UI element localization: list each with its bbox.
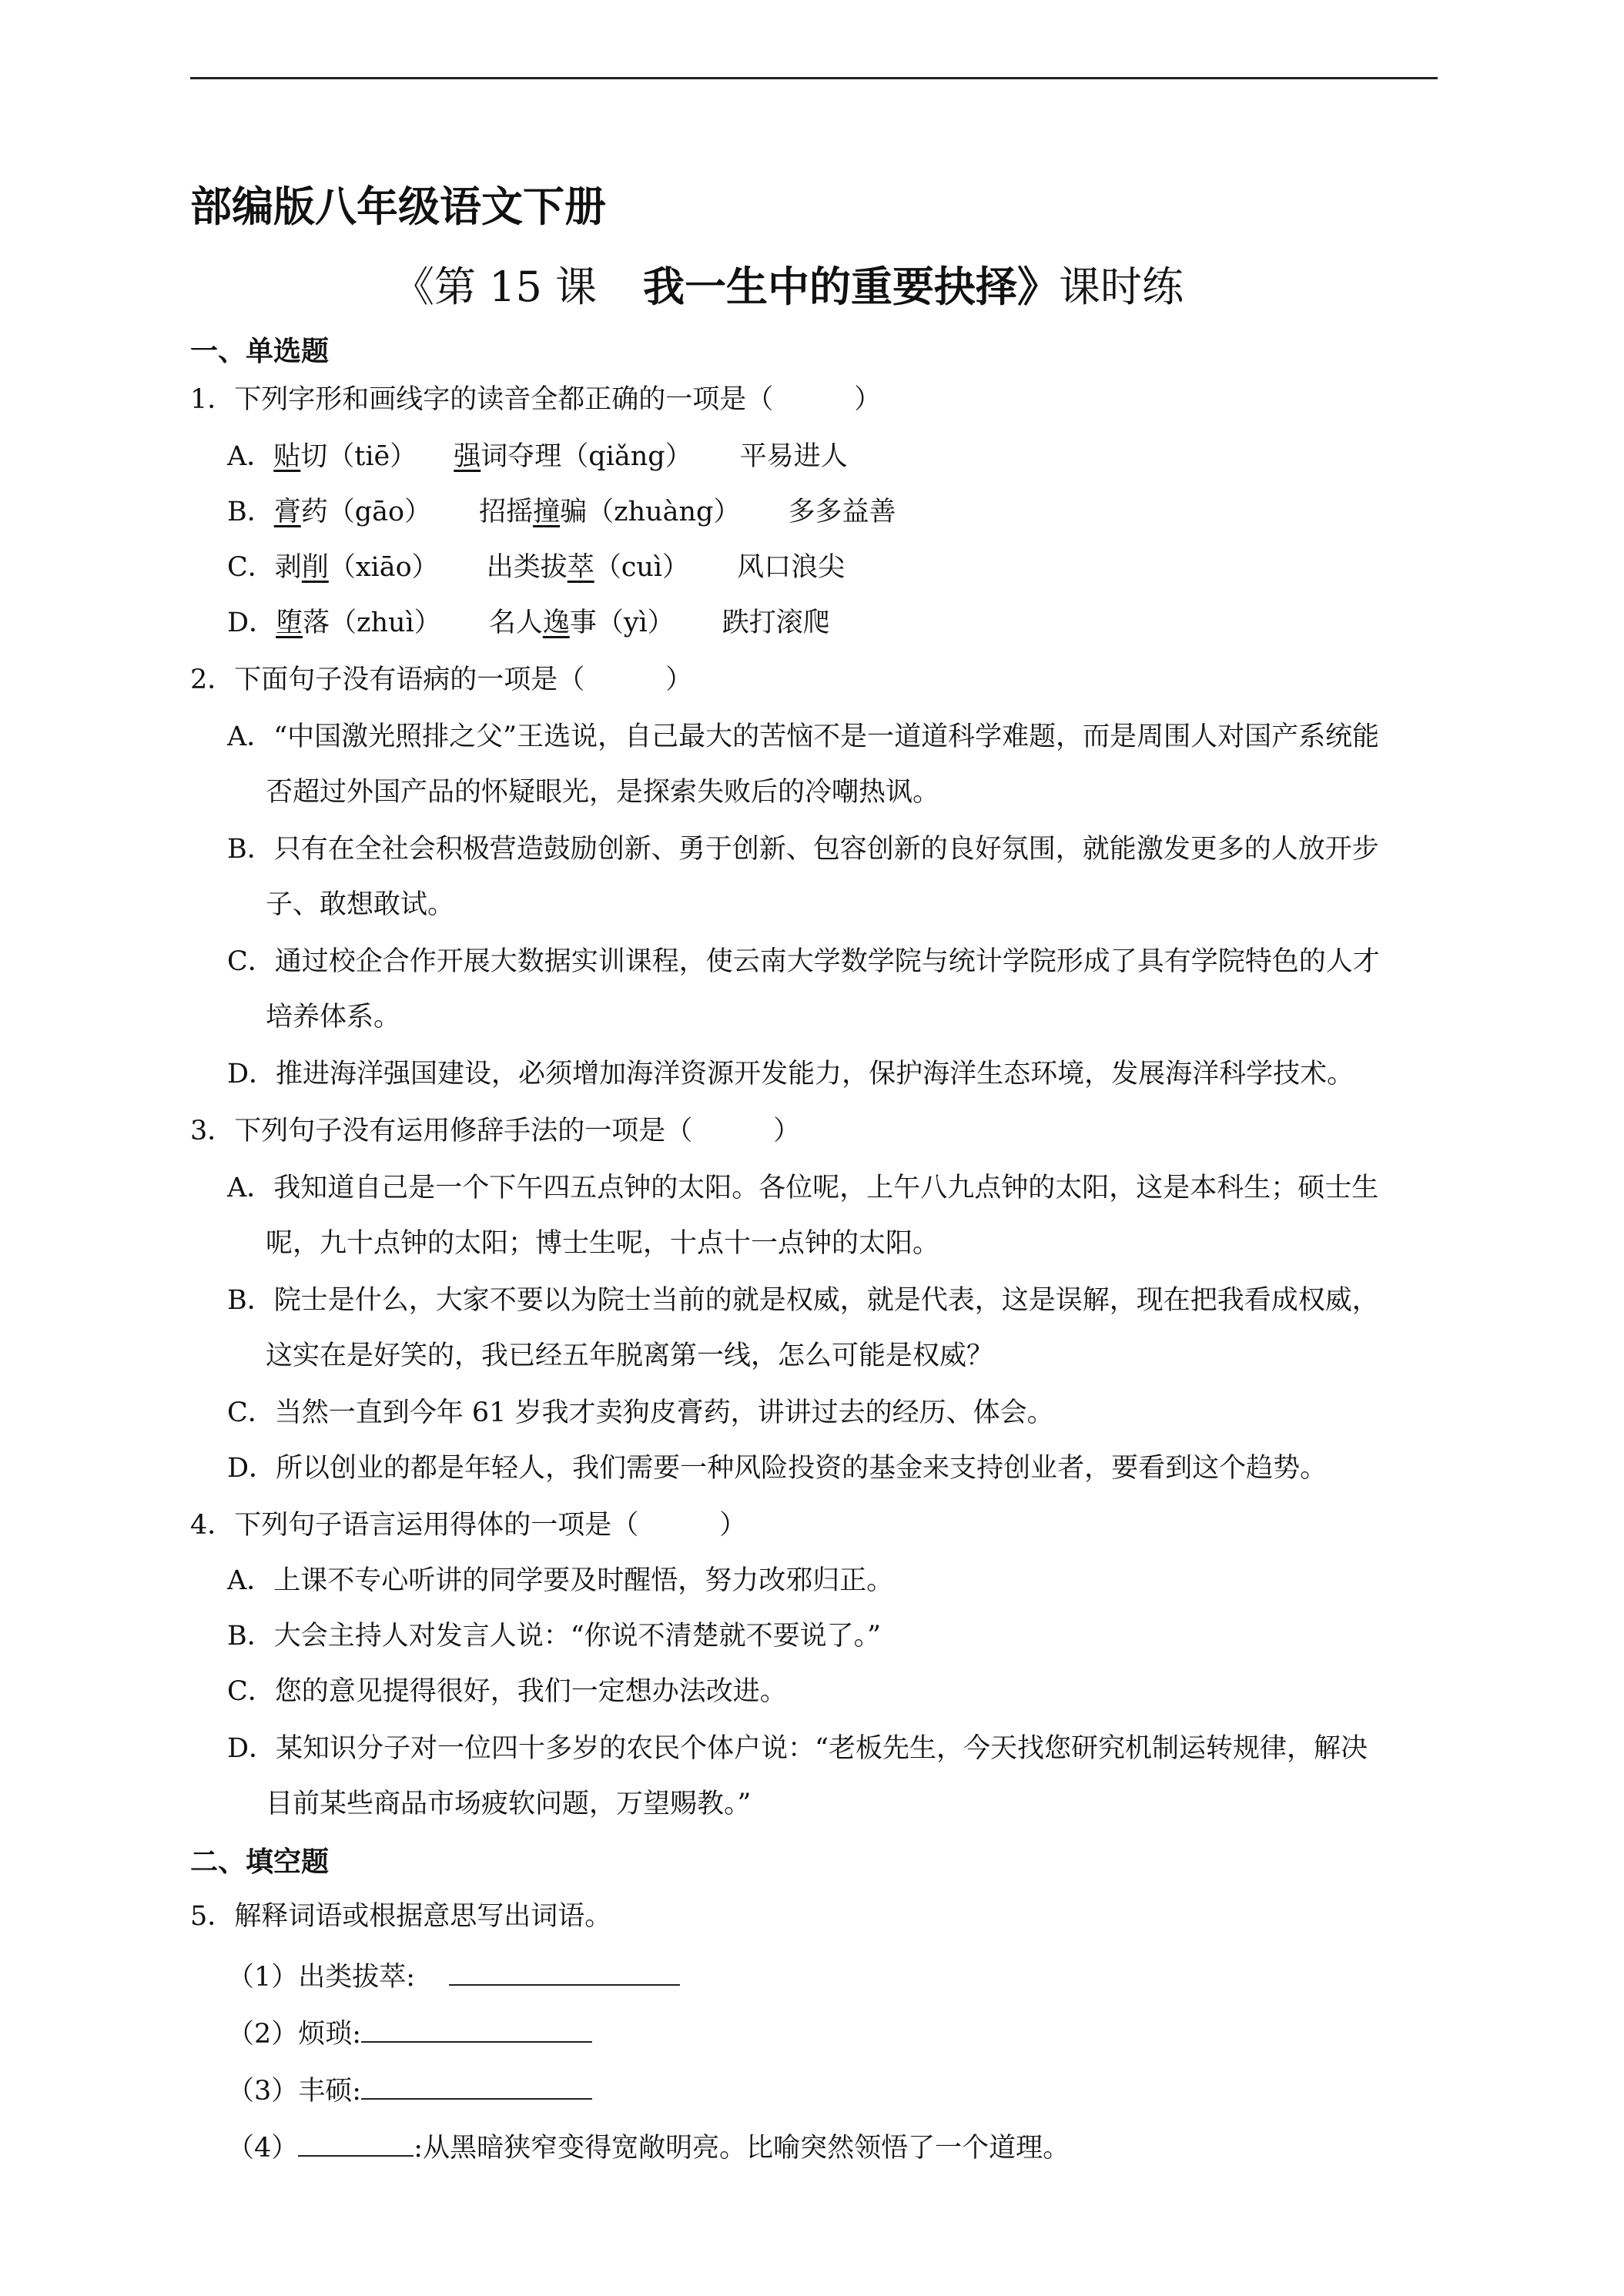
q1-option-c: C．剥削（xiāo） 出类拔萃（cuì） 风口浪尖 — [227, 552, 845, 583]
q2-option-b-line2: 子、敢想敢试。 — [266, 889, 455, 920]
q5-item-3: （3）丰硕: — [227, 2070, 592, 2108]
q5-blank-3[interactable] — [361, 2070, 592, 2100]
q2-option-a-line1: A．“中国激光照排之父”王选说，自己最大的苦恼不是一道道科学难题，而是周围人对国产系统能 — [227, 721, 1380, 752]
q4-option-b: B．大会主持人对发言人说：“你说不清楚就不要说了。” — [227, 1621, 882, 1652]
section-fill-blank: 二、填空题 — [190, 1846, 330, 1878]
q4-option-d-line1: D．某知识分子对一位四十多岁的农民个体户说：“老板先生，今天找您研究机制运转规律，解决 — [227, 1733, 1368, 1764]
q3-stem: 3．下列句子没有运用修辞手法的一项是（ ） — [190, 1116, 801, 1146]
q3-option-b-line2: 这实在是好笑的，我已经五年脱离第一线，怎么可能是权威？ — [266, 1340, 994, 1371]
q2-stem: 2．下面句子没有语病的一项是（ ） — [190, 664, 693, 695]
q1-stem: 1．下列字形和画线字的读音全都正确的一项是（ ） — [190, 384, 882, 415]
header-rule — [190, 77, 1438, 79]
q1-option-b: B．膏药（gāo） 招摇撞骗（zhuàng） 多多益善 — [227, 497, 896, 527]
q2-option-c-line2: 培养体系。 — [266, 1002, 401, 1033]
q3-option-d: D．所以创业的都是年轻人，我们需要一种风险投资的基金来支持创业者，要看到这个趋势。 — [227, 1453, 1328, 1484]
q3-option-c: C．当然一直到今年 61 岁我才卖狗皮膏药，讲讲过去的经历、体会。 — [227, 1397, 1054, 1428]
q2-option-d: D．推进海洋强国建设，必须增加海洋资源开发能力，保护海洋生态环境，发展海洋科学技术。 — [227, 1059, 1354, 1089]
lesson-title-post: 课时练 — [1059, 263, 1184, 311]
q2-option-b-line1: B．只有在全社会积极营造鼓励创新、勇于创新、包容创新的良好氛围，就能激发更多的人放开步 — [227, 834, 1379, 865]
q3-option-b-line1: B．院士是什么，大家不要以为院士当前的就是权威，就是代表，这是误解，现在把我看成权威， — [227, 1285, 1379, 1316]
lesson-title-pre: 《第 15 课 — [393, 263, 598, 311]
q2-option-c-line1: C．通过校企合作开展大数据实训课程，使云南大学数学院与统计学院形成了具有学院特色的人才 — [227, 946, 1380, 977]
q4-option-c: C．您的意见提得很好，我们一定想办法改进。 — [227, 1676, 787, 1707]
q5-stem: 5．解释词语或根据意思写出词语。 — [190, 1901, 612, 1932]
q1-option-a: A．贴切（tiē） 强词夺理（qiǎng） 平易进人 — [227, 441, 848, 472]
q5-blank-4[interactable] — [298, 2127, 414, 2157]
q5-blank-1[interactable] — [449, 1956, 680, 1986]
q3-option-a-line2: 呢，九十点钟的太阳；博士生呢，十点十一点钟的太阳。 — [266, 1228, 940, 1259]
q4-stem: 4．下列句子语言运用得体的一项是（ ） — [190, 1510, 747, 1541]
q5-blank-2[interactable] — [361, 2013, 592, 2043]
q5-item-4: （4） :从黑暗狭窄变得宽敞明亮。比喻突然领悟了一个道理。 — [227, 2127, 1070, 2165]
q4-option-d-line2: 目前某些商品市场疲软问题，万望赐教。” — [266, 1789, 752, 1819]
section-single-choice: 一、单选题 — [190, 336, 330, 367]
q2-option-a-line2: 否超过外国产品的怀疑眼光，是探索失败后的冷嘲热讽。 — [266, 777, 940, 808]
q5-item-1: （1）出类拔萃: — [227, 1956, 680, 1994]
lesson-title-bold: 我一生中的重要抉择》 — [643, 263, 1060, 311]
q1-option-d: D．堕落（zhuì） 名人逸事（yì） 跌打滚爬 — [227, 607, 830, 638]
q3-option-a-line1: A．我知道自己是一个下午四五点钟的太阳。各位呢，上午八九点钟的太阳，这是本科生；硕士生 — [227, 1173, 1379, 1203]
lesson-title — [393, 254, 1184, 313]
q5-item-2: （2）烦琐: — [227, 2013, 592, 2051]
q4-option-a: A．上课不专心听讲的同学要及时醒悟，努力改邪归正。 — [227, 1565, 894, 1596]
doc-title: 部编版八年级语文下册 — [190, 182, 606, 231]
